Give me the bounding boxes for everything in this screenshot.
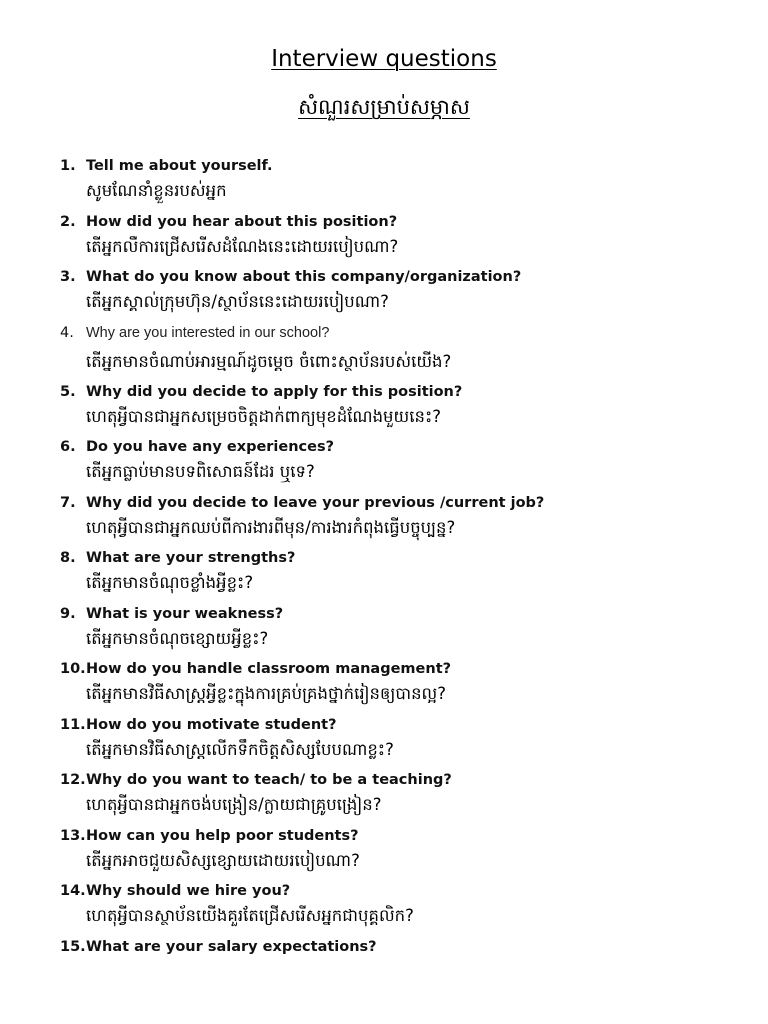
- question-number: 10.: [60, 661, 86, 677]
- question-english: Tell me about yourself.: [86, 158, 273, 174]
- question-number: 6.: [60, 439, 76, 455]
- question-number: 3.: [60, 269, 76, 285]
- question-item-10: [60, 659, 740, 715]
- question-number: 15.: [60, 938, 86, 955]
- question-item-11: [60, 715, 740, 771]
- question-number: 2.: [60, 213, 76, 230]
- question-number: 8.: [60, 550, 76, 566]
- question-number: 1.: [60, 158, 76, 174]
- question-english: How do you handle classroom management?: [86, 661, 452, 677]
- page-subtitle: សំណួរសម្រាប់សម្ភាស: [298, 95, 470, 119]
- question-khmer: ហេតុអ្វីបានជាអ្នកចង់បង្រៀន/ក្លាយជាគ្រូបង្រៀន?: [86, 795, 382, 814]
- question-english: Why are you interested in our school?: [86, 324, 330, 341]
- question-khmer: តើអ្នកមានចំណាប់អារម្មណ៍ដូចម្តេច ចំពោះស្ថាប័នរបស់យើង?: [86, 351, 452, 371]
- question-item-5: [60, 382, 740, 438]
- page-title: Interview questions: [271, 46, 497, 72]
- question-number: 14.: [60, 883, 86, 899]
- question-english: Why should we hire you?: [86, 883, 291, 899]
- question-khmer: ហេតុអ្វីបានជាអ្នកឈប់ពីការងារពីមុន/ការងារកំពុងធ្វើបច្ចុប្បន្ន?: [86, 517, 456, 537]
- question-khmer: តើអ្នកអាចជួយសិស្សខ្សោយដោយរបៀបណា?: [86, 850, 360, 870]
- question-khmer: តើអ្នកធ្លាប់មានបទពិសោធន៍ដែរ ឬទេ?: [86, 462, 315, 481]
- question-english: How did you hear about this position?: [86, 213, 398, 230]
- question-english: What are your strengths?: [86, 550, 296, 566]
- question-english: What are your salary expectations?: [86, 938, 377, 955]
- question-item-1: [60, 156, 740, 212]
- question-english: Why do you want to teach/ to be a teaching?: [86, 772, 452, 788]
- question-item-9: [60, 604, 740, 660]
- question-khmer: តើអ្នកស្គាល់ក្រុមហ៊ុន/ស្ថាប័ននេះដោយរបៀបណា?: [86, 292, 389, 311]
- question-list: [60, 156, 740, 992]
- question-english: How do you motivate student?: [86, 716, 337, 733]
- question-item-15: [60, 937, 740, 993]
- question-item-6: [60, 437, 740, 493]
- question-number: 11.: [60, 716, 86, 733]
- question-item-12: [60, 770, 740, 826]
- question-item-7: [60, 493, 740, 549]
- question-item-13: [60, 826, 740, 882]
- question-number: 9.: [60, 605, 76, 622]
- question-english: Why did you decide to leave your previous /current job?: [86, 494, 545, 511]
- question-khmer: ហេតុអ្វីបានស្ថាប័នយើងគួរតែជ្រើសរើសអ្នកជាបុគ្គលិក?: [86, 906, 414, 925]
- question-khmer: សូមណែនាំខ្លួនរបស់អ្នក: [86, 181, 227, 200]
- question-khmer: តើអ្នកមានចំណុចខ្លាំងអ្វីខ្លះ?: [86, 573, 254, 592]
- question-number: 5.: [60, 383, 76, 400]
- question-number: 12.: [60, 772, 86, 788]
- question-english: How can you help poor students?: [86, 827, 359, 844]
- question-english: Do you have any experiences?: [86, 439, 335, 455]
- question-khmer: ហេតុអ្វីបានជាអ្នកសម្រេចចិត្តដាក់ពាក្យមុខដំណែងមួយនេះ?: [86, 406, 441, 426]
- question-number: 13.: [60, 827, 86, 844]
- question-item-3: [60, 267, 740, 323]
- question-english: What do you know about this company/organization?: [86, 269, 522, 285]
- question-khmer: តើអ្នកមានចំណុចខ្សោយអ្វីខ្លះ?: [86, 628, 269, 648]
- question-item-2: [60, 212, 740, 268]
- question-khmer: តើអ្នកមានវិធីសាស្រ្តលើកទឹកចិត្តសិស្សបែបណាខ្លះ?: [86, 739, 394, 759]
- question-khmer: តើអ្នកលឺការជ្រើសរើសដំណែងនេះដោយរបៀបណា?: [86, 236, 399, 256]
- question-english: Why did you decide to apply for this position?: [86, 383, 463, 400]
- question-number: 7.: [60, 494, 76, 511]
- question-item-4: [60, 323, 740, 382]
- question-number: 4.: [60, 324, 74, 341]
- question-english: What is your weakness?: [86, 605, 284, 622]
- question-item-8: [60, 548, 740, 604]
- question-item-14: [60, 881, 740, 937]
- question-khmer: តើអ្នកមានវិធីសាស្រ្តអ្វីខ្លះក្នុងការគ្រប់គ្រងថ្នាក់រៀនឲ្យបានល្អ?: [86, 684, 447, 703]
